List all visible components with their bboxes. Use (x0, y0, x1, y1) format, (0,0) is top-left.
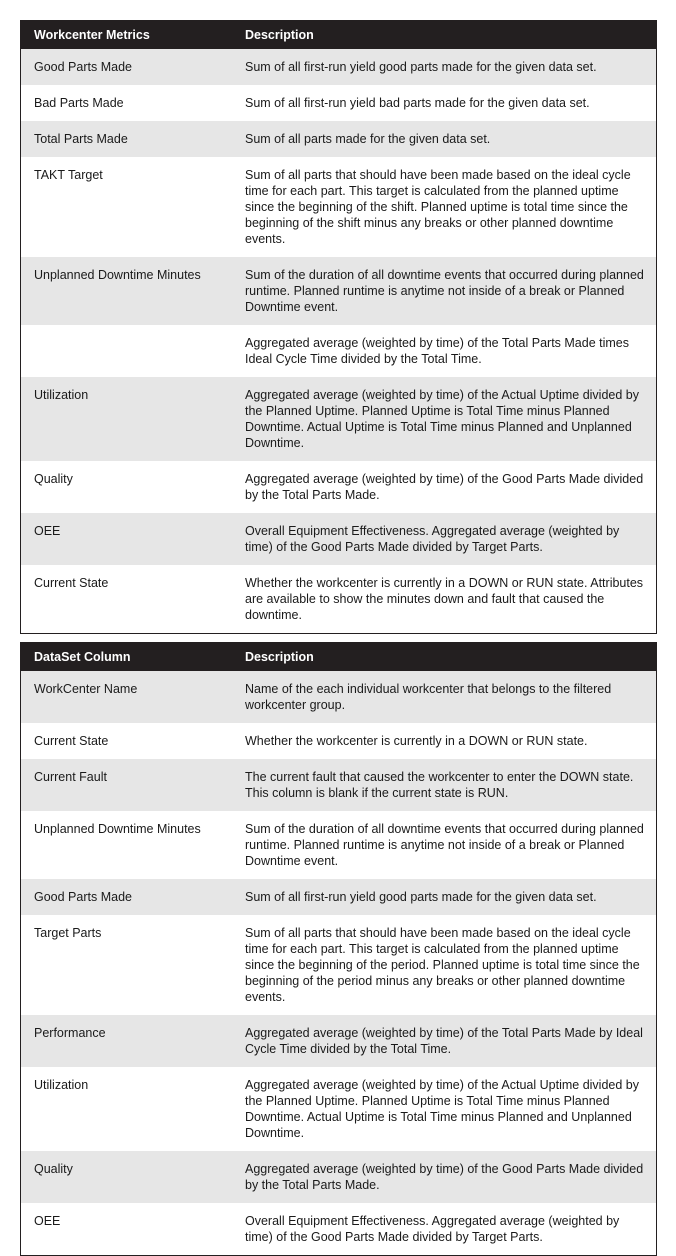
table-row (21, 565, 656, 633)
table-row (21, 915, 656, 1015)
row-name: OEE (34, 1214, 61, 1228)
row-name: Current Fault (34, 770, 107, 784)
row-description: Sum of all parts that should have been made based on the ideal cycle time for each part. This target is calculated from the planned uptime since the beginning of the shift. Planned uptime is total time since the beginning of the shift minus any breaks or other planned downtime events. (245, 168, 631, 246)
header-description: Description (245, 28, 314, 42)
row-description: Overall Equipment Effectiveness. Aggregated average (weighted by time) of the Good Parts Made divided by Target Parts. (245, 1214, 620, 1244)
row-description: Sum of all first-run yield good parts made for the given data set. (245, 60, 597, 74)
table-row (21, 49, 656, 85)
table-row (21, 671, 656, 723)
row-name (21, 335, 245, 367)
row-name: Target Parts (34, 926, 102, 940)
row-description: Aggregated average (weighted by time) of the Good Parts Made divided by the Total Parts Made. (245, 1162, 644, 1192)
row-name: Performance (34, 1026, 106, 1040)
row-name: Good Parts Made (34, 890, 132, 904)
row-name: Unplanned Downtime Minutes (34, 822, 201, 836)
table-row (21, 723, 656, 759)
table-row (21, 513, 656, 565)
table-header (21, 21, 656, 49)
header-metric: Workcenter Metrics (34, 28, 150, 42)
row-name: Total Parts Made (34, 132, 128, 146)
row-name: OEE (34, 524, 61, 538)
row-description: Sum of all parts made for the given data set. (245, 132, 491, 146)
row-description: Sum of all parts that should have been made based on the ideal cycle time for each part. This target is calculated from the planned uptime since the beginning of the period. Planned uptime is total time since the beginning of the period minus any breaks or other planned downtime events. (245, 926, 640, 1004)
row-name: Quality (34, 1162, 73, 1176)
row-description: The current fault that caused the workcenter to enter the DOWN state. This column is blank if the current state is RUN. (245, 770, 634, 800)
table-row (21, 759, 656, 811)
row-name: Quality (34, 472, 73, 486)
table-row (21, 85, 656, 121)
table-row (21, 325, 656, 377)
table-header (21, 643, 656, 671)
table-row (21, 811, 656, 879)
table-row (21, 1015, 656, 1067)
row-description: Name of the each individual workcenter that belongs to the filtered workcenter group. (245, 682, 612, 712)
row-description: Aggregated average (weighted by time) of the Total Parts Made by Ideal Cycle Time divided by the Total Time. (245, 1026, 643, 1056)
row-description: Whether the workcenter is currently in a DOWN or RUN state. (245, 734, 588, 748)
row-description: Sum of the duration of all downtime events that occurred during planned runtime. Planned runtime is anytime not inside of a break or Planned Downtime event. (245, 268, 644, 314)
header-column: DataSet Column (34, 650, 131, 664)
row-description: Aggregated average (weighted by time) of the Actual Uptime divided by the Planned Uptime. Planned Uptime is Total Time minus Planned Downtime. Actual Uptime is Total Time minus Planned and Unplanned Downtime. (245, 1078, 639, 1140)
table-row (21, 1151, 656, 1203)
table-row (21, 157, 656, 257)
dataset-columns-table (20, 642, 657, 1256)
row-description: Sum of all first-run yield good parts made for the given data set. (245, 890, 597, 904)
row-name: Bad Parts Made (34, 96, 124, 110)
row-description: Sum of all first-run yield bad parts made for the given data set. (245, 96, 590, 110)
table-row (21, 879, 656, 915)
row-description: Whether the workcenter is currently in a DOWN or RUN state. Attributes are available to show the minutes down and fault that caused the downtime. (245, 576, 644, 622)
row-description: Overall Equipment Effectiveness. Aggregated average (weighted by time) of the Good Parts Made divided by Target Parts. (245, 524, 620, 554)
row-name: Unplanned Downtime Minutes (34, 268, 201, 282)
row-name: Current State (34, 734, 109, 748)
row-description: Aggregated average (weighted by time) of the Total Parts Made times Ideal Cycle Time divided by the Total Time. (245, 336, 630, 366)
table-row (21, 377, 656, 461)
row-name: WorkCenter Name (34, 682, 138, 696)
row-name: Utilization (34, 388, 89, 402)
row-name: Good Parts Made (34, 60, 132, 74)
workcenter-metrics-table (20, 20, 657, 634)
table-row (21, 1067, 656, 1151)
table-row (21, 1203, 656, 1255)
table-row (21, 257, 656, 325)
row-description: Aggregated average (weighted by time) of the Good Parts Made divided by the Total Parts Made. (245, 472, 644, 502)
row-name: TAKT Target (34, 168, 103, 182)
header-description: Description (245, 650, 314, 664)
table-body (21, 49, 656, 633)
row-description: Sum of the duration of all downtime events that occurred during planned runtime. Planned runtime is anytime not inside of a break or Planned Downtime event. (245, 822, 644, 868)
table-row (21, 121, 656, 157)
table-body (21, 671, 656, 1255)
row-name: Current State (34, 576, 109, 590)
row-name: Utilization (34, 1078, 89, 1092)
table-row (21, 461, 656, 513)
row-description: Aggregated average (weighted by time) of the Actual Uptime divided by the Planned Uptime. Planned Uptime is Total Time minus Planned Downtime. Actual Uptime is Total Time minus Planned and Unplanned Downtime. (245, 388, 639, 450)
